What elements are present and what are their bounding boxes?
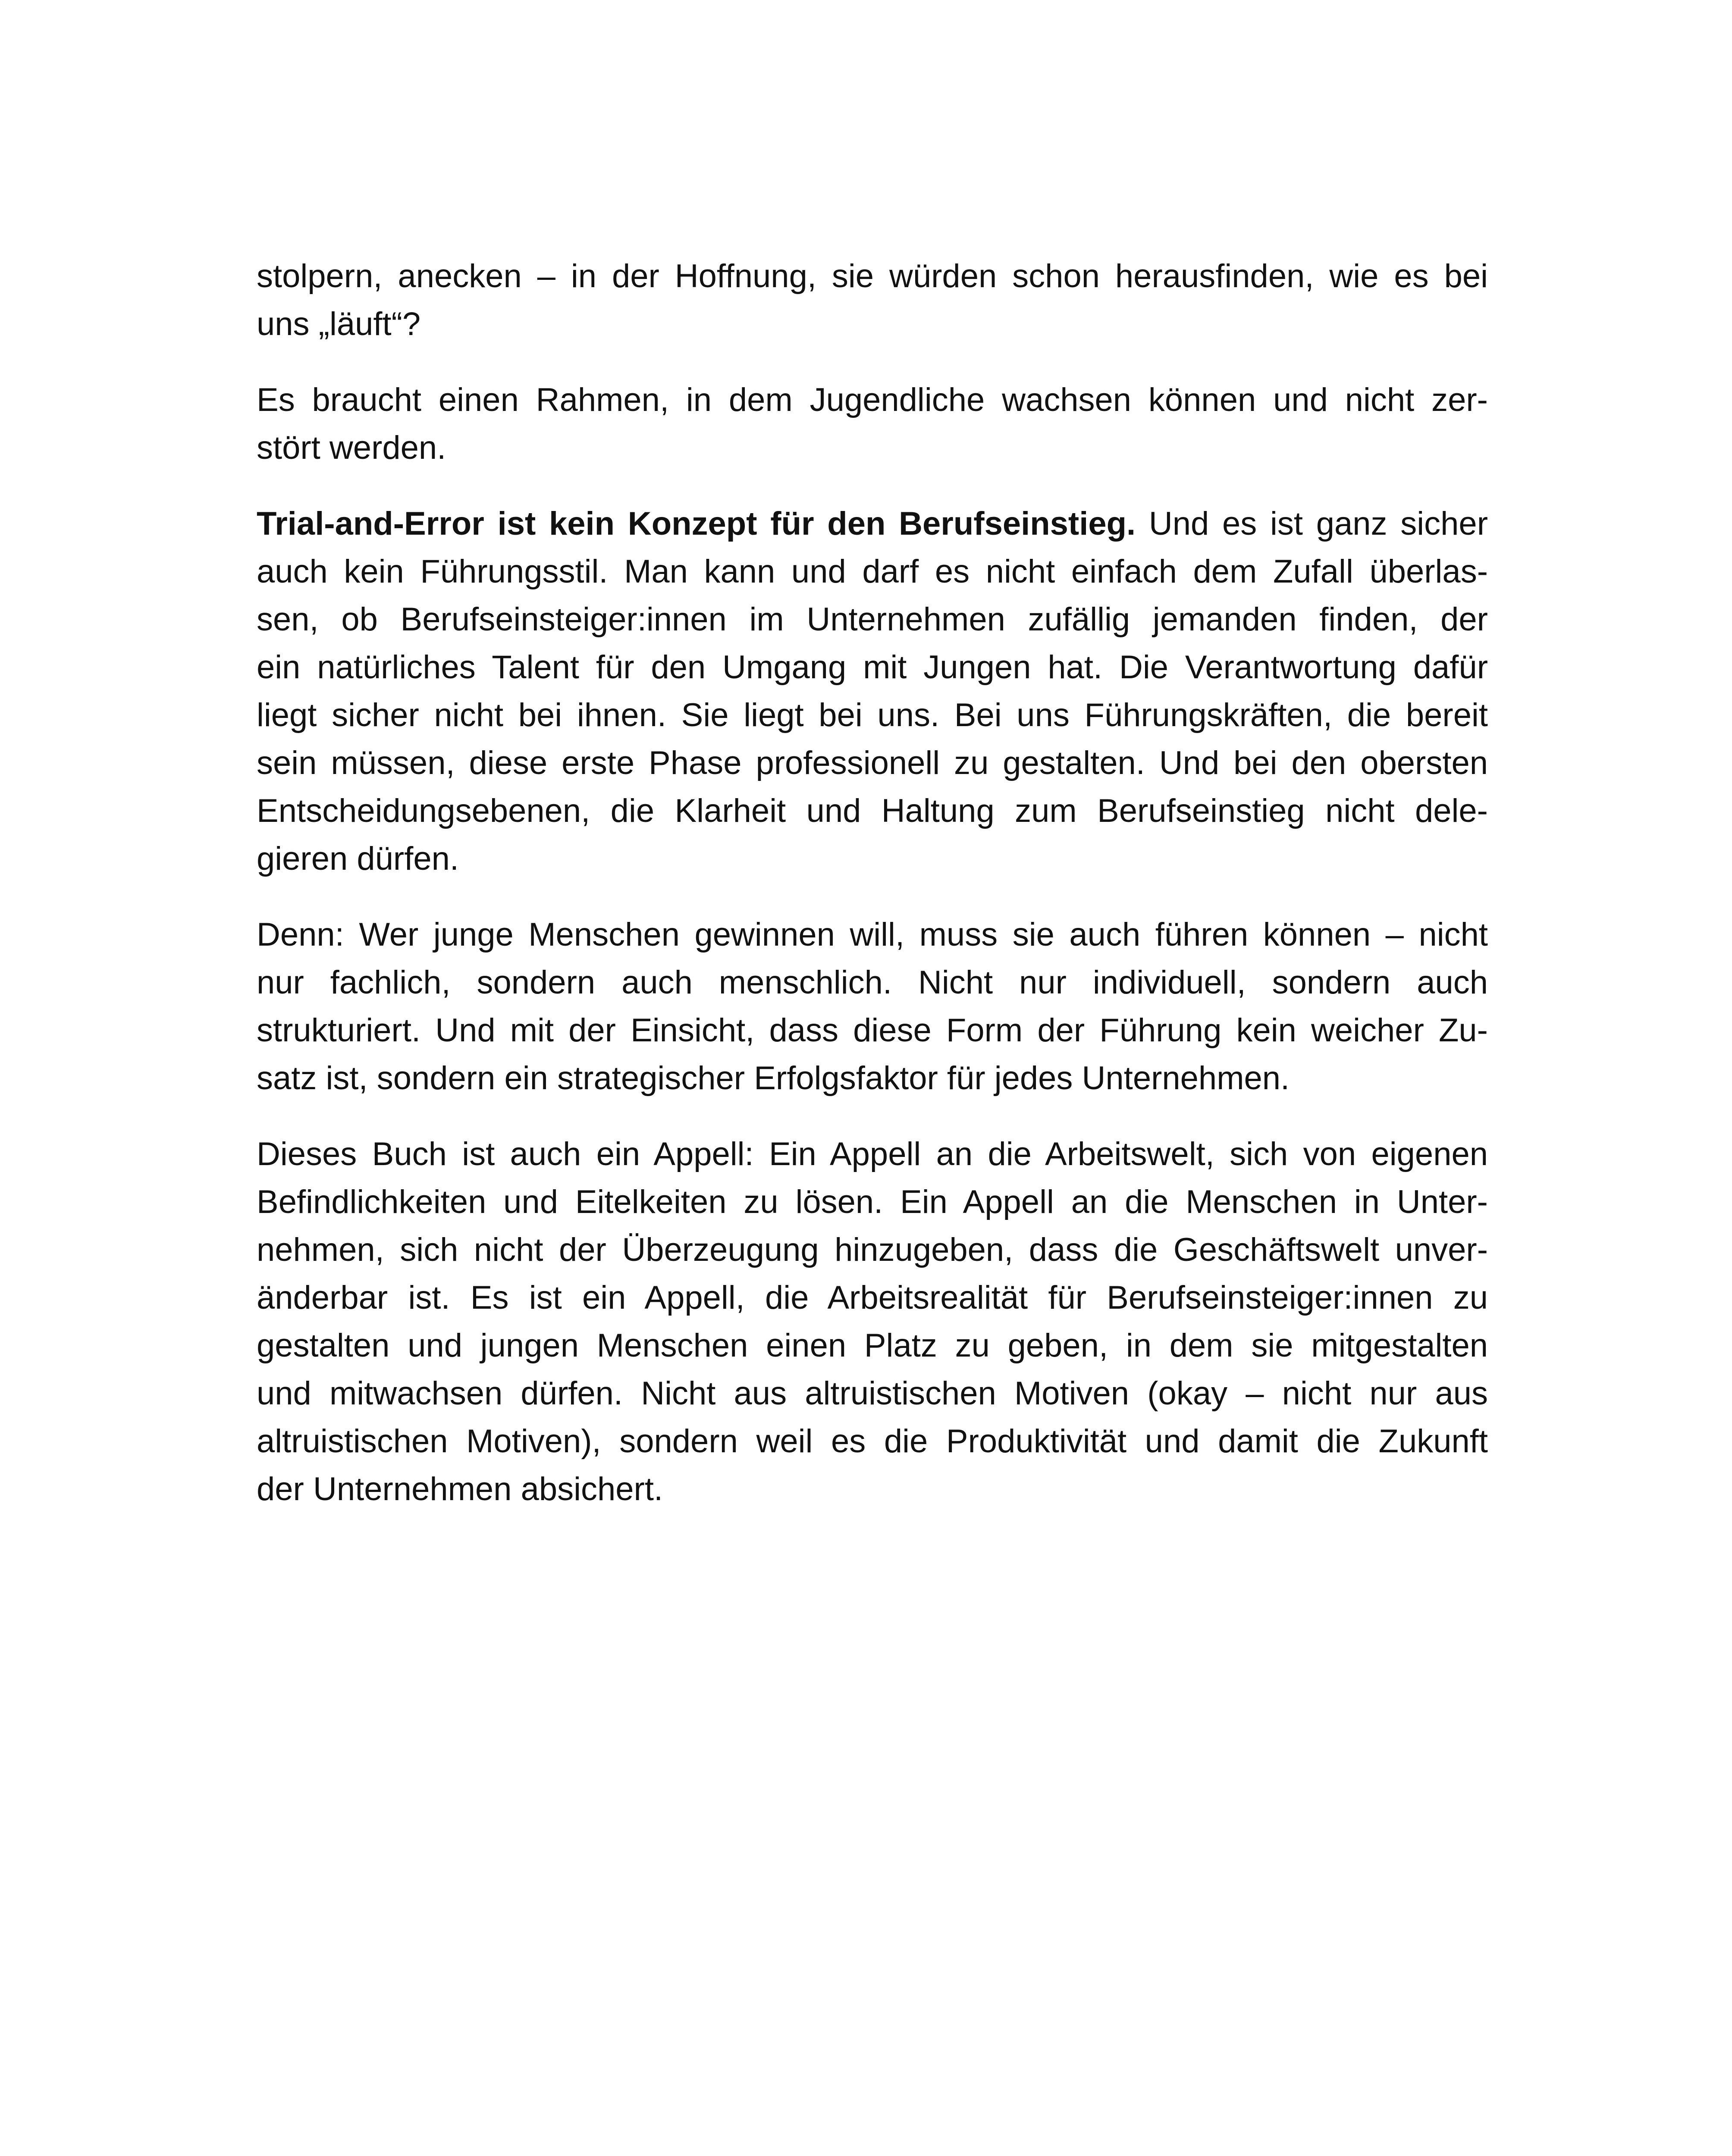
text-line: änderbar ist. Es ist ein Appell, die Arbeitsrealität für Berufseinsteiger:innen zu: [257, 1279, 1488, 1316]
text-line: nur fachlich, sondern auch menschlich. Nicht nur individuell, sondern auch: [257, 964, 1488, 1001]
text-line: gieren dürfen.: [257, 840, 459, 877]
text-line: nehmen, sich nicht der Überzeugung hinzugeben, dass die Geschäftswelt unver-: [257, 1232, 1488, 1268]
text-line-with-bold-lead: [257, 500, 1488, 548]
paragraph-gap: [257, 348, 1488, 376]
text-line: sen, ob Berufseinsteiger:innen im Unternehmen zufällig jemanden finden, der: [257, 601, 1488, 638]
paragraph-gap: [257, 1102, 1488, 1130]
paragraph-2: [257, 376, 1488, 472]
text-line: altruistischen Motiven), sondern weil es die Produktivität und damit die Zukunft: [257, 1423, 1488, 1460]
text-line: gestalten und jungen Menschen einen Platz zu geben, in dem sie mitgestalten: [257, 1327, 1488, 1364]
text-line: auch kein Führungsstil. Man kann und darf es nicht einfach dem Zufall überlas-: [257, 553, 1488, 590]
text-line: Denn: Wer junge Menschen gewinnen will, muss sie auch führen können – nicht: [257, 916, 1488, 953]
text-line: stört werden.: [257, 429, 446, 466]
text-line: stolpern, anecken – in der Hoffnung, sie würden schon herausfinden, wie es bei: [257, 258, 1488, 295]
text-line: liegt sicher nicht bei ihnen. Sie liegt bei uns. Bei uns Führungskräften, die bereit: [257, 697, 1488, 733]
paragraph-1: [257, 252, 1488, 348]
first-line-rest: Und es ist ganz sicher: [1136, 505, 1488, 542]
text-line: ein natürliches Talent für den Umgang mit Jungen hat. Die Verantwortung dafür: [257, 649, 1488, 686]
paragraph-3: [257, 500, 1488, 883]
text-line: Dieses Buch ist auch ein Appell: Ein Appell an die Arbeitswelt, sich von eigenen: [257, 1136, 1488, 1172]
paragraph-gap: [257, 472, 1488, 500]
text-line: sein müssen, diese erste Phase professionell zu gestalten. Und bei den obersten: [257, 745, 1488, 781]
paragraph-5: [257, 1130, 1488, 1513]
text-line: der Unternehmen absichert.: [257, 1471, 663, 1507]
text-line: Befindlichkeiten und Eitelkeiten zu lösen. Ein Appell an die Menschen in Unter-: [257, 1184, 1488, 1220]
paragraph-gap: [257, 883, 1488, 911]
text-line: Entscheidungsebenen, die Klarheit und Haltung zum Berufseinstieg nicht dele-: [257, 793, 1488, 829]
text-line: satz ist, sondern ein strategischer Erfolgsfaktor für jedes Unternehmen.: [257, 1060, 1290, 1097]
paragraph-4: [257, 911, 1488, 1102]
bold-lead-sentence: Trial-and-Error ist kein Konzept für den Berufseinstieg.: [257, 505, 1136, 542]
text-line: Es braucht einen Rahmen, in dem Jugendliche wachsen können und nicht zer-: [257, 382, 1488, 418]
body-text: [257, 252, 1488, 1513]
text-line: uns „läuft“?: [257, 306, 421, 342]
text-line: strukturiert. Und mit der Einsicht, dass diese Form der Führung kein weicher Zu-: [257, 1012, 1488, 1049]
text-line: und mitwachsen dürfen. Nicht aus altruistischen Motiven (okay – nicht nur aus: [257, 1375, 1488, 1412]
